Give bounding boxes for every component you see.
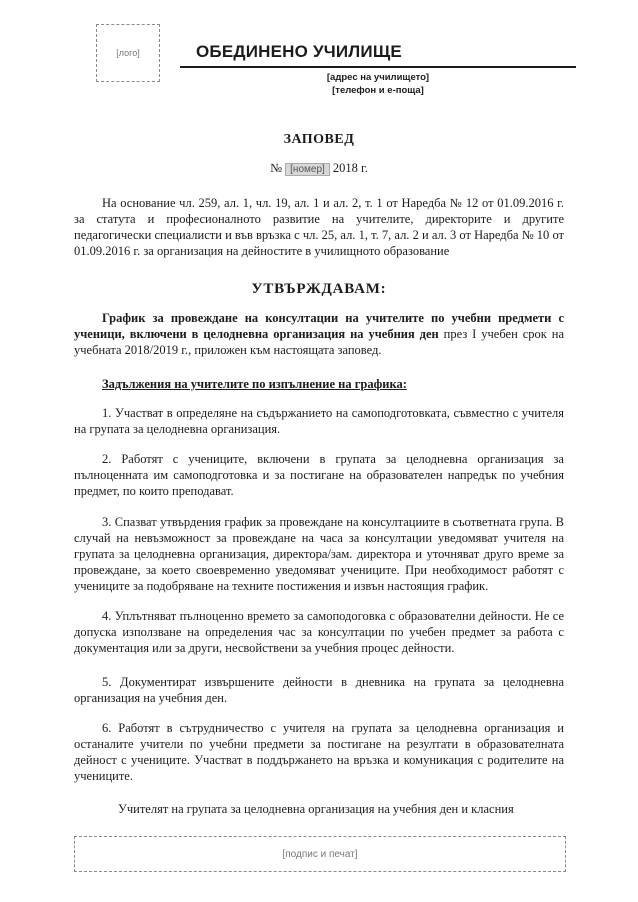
schedule-bold-text: График за провеждане на консултации на учителите по учебни предмети с ученици, включени в целодневна организация на учебния ден [74, 311, 564, 341]
duty-item-4: 4. Уплътняват пълноценно времето за самоподоговка с образователни дейности. Не се допуска използване на определения час за консултации по учебен предмет за работа с документация или за други, несвойствени за учебния процес дейности. [74, 609, 564, 655]
duties-heading [74, 376, 564, 392]
order-title: ЗАПОВЕД [283, 132, 355, 147]
order-number-placeholder: [номер] [285, 163, 330, 176]
duty-item-1: 1. Участват в определяне на съдържанието на самоподготовката, съвместно с учителя на групата за целодневна организация. [74, 406, 564, 436]
order-year: 2018 г. [332, 161, 368, 175]
order-number-prefix: № [270, 161, 283, 175]
closing-paragraph: Учителят на групата за целодневна организация на учебния ден и класния [118, 802, 514, 816]
duty-item-6: 6. Работят в сътрудничество с учителя на групата за целодневна организация и останалите учители по учебни предмети за постигане на резултати в образователната дейност с учениците. Участват в поддържането на връзка и комуникация с родителите на учениците. [74, 721, 564, 783]
address-line-1: [адрес на училището] [326, 72, 430, 83]
school-address [180, 71, 576, 97]
schedule-rest-text: през I учебен срок на учебната 2018/2019 г., приложен към настоящата заповед. [74, 327, 564, 357]
address-line-2: [телефон и е-поща] [332, 85, 424, 96]
legal-basis-paragraph: На основание чл. 259, ал. 1, чл. 19, ал. 1 и ал. 2, т. 1 от Наредба № 12 от 01.09.2016 г. за статута и професионалното развитие на учителите, директорите и другите педагогически специалисти и във връзка с чл. 25, ал. 1, т. 7, ал. 2 и ал. 3 от Наредба № 10 от 01.09.2016 г. за организация на дейностите в училищното образование [74, 196, 564, 258]
school-name: ОБЕДИНЕНО УЧИЛИЩЕ [196, 42, 402, 61]
signature-placeholder: [подпис и печат] [74, 836, 566, 872]
duty-item-2: 2. Работят с учениците, включени в групата за целодневна организация за пълноценната им самоподготовка и за постигане на образователен напредък по учебния предмет, по които преподават. [74, 452, 564, 498]
duties-heading-text: Задължения на учителите по изпълнение на графика: [102, 377, 407, 391]
schedule-paragraph [74, 310, 564, 358]
school-logo-placeholder: [лого] [96, 24, 160, 82]
duty-item-3: 3. Спазват утвърдения график за провеждане на консултациите в съответната група. В случай на невъзможност за провеждане на часа за консултации уведомяват учителя на групата за целодневна организация, директора/зам. директора и уточняват друго време за провеждане, за което своевременно уведомяват учениците. При необходимост работят с учениците за подобряване на техните постижения и извън настоящия график. [74, 515, 564, 593]
header-divider [180, 66, 576, 68]
duty-item-5: 5. Документират извършените дейности в дневника на групата за целодневна организация на учебния ден. [74, 675, 564, 705]
order-number-line [0, 161, 638, 176]
approve-heading: УТВЪРЖДАВАМ: [251, 281, 387, 297]
